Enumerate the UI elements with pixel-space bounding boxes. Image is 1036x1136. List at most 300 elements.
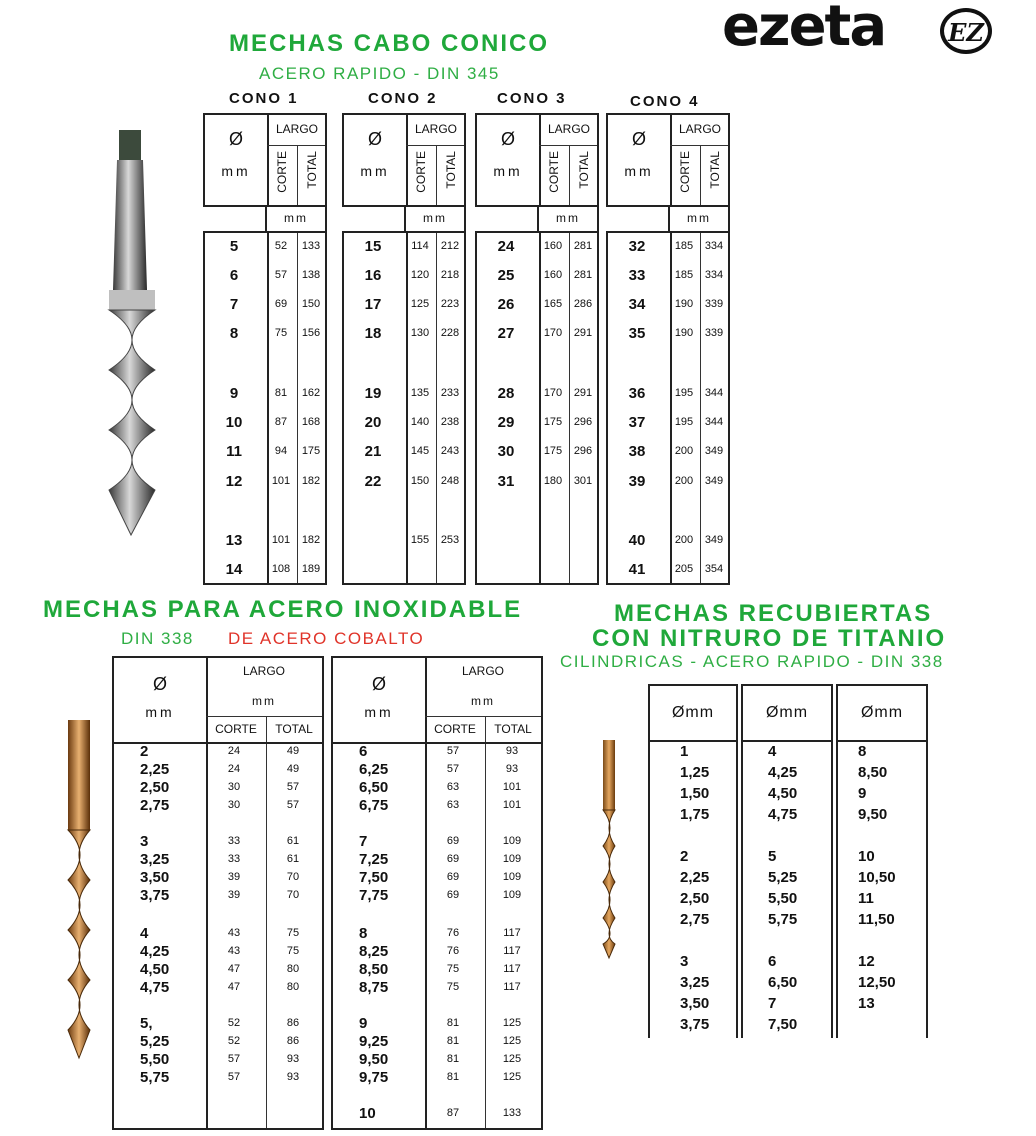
cono-diameter: 28 [497,385,515,402]
cono-diameter: 6 [229,267,239,284]
titanio-diameter: 7,50 [768,1016,798,1033]
inox-total: 109 [502,871,522,883]
inox-total: 125 [502,1035,522,1047]
cono-corte: 175 [543,416,563,428]
inox-diameter: 5,25 [140,1033,170,1050]
cono-corte: 101 [271,475,291,487]
corte-label: CORTE [275,151,289,193]
cono-corte: 69 [274,298,288,310]
titanio-diameter: 4,75 [768,806,798,823]
cono-total: 349 [704,445,724,457]
cono-diameter: 29 [497,414,515,431]
titanio-diameter: 9 [858,785,867,802]
cono-total: 189 [301,563,321,575]
inox-diameter: 9,50 [359,1051,389,1068]
inox-corte: 69 [446,835,460,847]
inox-corte: 81 [446,1053,460,1065]
diameter-symbol: Ø [500,129,515,149]
total-label: TOTAL [305,151,319,189]
inox-corte: 52 [227,1035,241,1047]
cono-label: CONO 2 [368,90,438,107]
inox-total: 80 [286,963,300,975]
inox-diameter: 4 [140,925,149,942]
inox-diameter: 3,50 [140,869,170,886]
cono-total: 349 [704,475,724,487]
cono-corte: 108 [271,563,291,575]
cono-total: 182 [301,475,321,487]
inox-diameter: 9,25 [359,1033,389,1050]
cono-diameter: 33 [628,267,646,284]
inox-total: 75 [286,945,300,957]
cono-diameter: 27 [497,325,515,342]
titanio-diameter: 5,75 [768,911,798,928]
cono-label: CONO 4 [630,93,700,110]
corte-label: CORTE [215,722,257,736]
titanio-diameter: 8 [858,743,867,760]
cono-total: 168 [301,416,321,428]
inox-diameter: 8,25 [359,943,389,960]
titanio-diameter: 11,50 [858,911,895,928]
cono-corte: 200 [674,475,694,487]
inox-total: 49 [286,763,300,775]
cono-total: 334 [704,269,724,281]
titanio-diameter: 9,50 [858,806,888,823]
total-label: TOTAL [275,722,313,736]
inox-diameter: 5,50 [140,1051,170,1068]
cono-corte: 101 [271,534,291,546]
inox-total: 75 [286,927,300,939]
cono-corte: 190 [674,298,694,310]
titanio-diameter: 12,50 [858,974,896,991]
cono-total: 133 [301,240,321,252]
inox-din: DIN 338 [121,629,194,648]
cono-body [475,231,599,585]
inox-diameter: 7,50 [359,869,389,886]
inox-diameter: 6,25 [359,761,389,778]
inox-corte: 63 [446,781,460,793]
cono-diameter: 14 [225,561,243,578]
total-label: TOTAL [577,151,591,189]
cono-diameter: 11 [226,443,242,460]
titanio-diameter: 1,50 [680,785,710,802]
cono-corte: 165 [543,298,563,310]
cono-total: 182 [301,534,321,546]
cono-diameter: 15 [364,238,382,255]
cono-total: 334 [704,240,724,252]
cono-diameter: 39 [628,473,646,490]
unit-label: mm [252,694,276,708]
inox-diameter: 5, [140,1015,153,1032]
titanio-diameter: 1,25 [680,764,710,781]
cono-diameter: 40 [628,532,646,549]
inox-total: 86 [286,1017,300,1029]
inox-diameter: 3,25 [140,851,170,868]
cono-corte: 75 [274,327,288,339]
cono-total: 344 [704,387,724,399]
unit-row [404,205,466,233]
titanio-diameter: 10 [858,848,875,865]
inox-corte: 30 [227,799,241,811]
titanio-diameter: 2,50 [680,890,710,907]
titanio-diameter: 13 [858,995,875,1012]
cono-diameter: 24 [497,238,515,255]
inox-diameter: 8,75 [359,979,389,996]
cono-corte: 200 [674,445,694,457]
cono-total: 233 [440,387,460,399]
cono-total: 339 [704,298,724,310]
cono-corte: 52 [274,240,288,252]
inox-corte: 87 [446,1107,460,1119]
inox-corte: 39 [227,889,241,901]
cono-diameter: 9 [229,385,239,402]
diameter-symbol: Ø [152,674,167,694]
cono-diameter: 12 [225,473,243,490]
largo-label: LARGO [242,664,285,678]
inox-total: 93 [286,1071,300,1083]
cono-diameter: 20 [364,414,382,431]
cono-corte: 130 [410,327,430,339]
inox-diameter: 4,50 [140,961,170,978]
cono-total: 253 [440,534,460,546]
titanio-diameter: 1 [680,743,689,760]
cono-diameter: 19 [364,385,382,402]
total-label: TOTAL [494,722,532,736]
inox-diameter: 2,25 [140,761,170,778]
cono-diameter: 5 [229,238,239,255]
cono-header [203,113,327,207]
titanio-diameter: 12 [858,953,875,970]
cono-corte: 185 [674,269,694,281]
inox-diameter: 2,50 [140,779,170,796]
cono-total: 228 [440,327,460,339]
cono-corte: 185 [674,240,694,252]
diameter-unit: mm [360,163,390,179]
titanio-title-2: CON NITRURO DE TITANIO [592,625,947,652]
cono-total: 175 [301,445,321,457]
cono-total: 162 [301,387,321,399]
cono-total: 339 [704,327,724,339]
cono-diameter: 17 [364,296,382,313]
inox-total: 117 [503,981,521,993]
cono-total: 243 [440,445,460,457]
titanio-header [836,684,928,742]
titanio-diameter: 11 [858,890,874,907]
diameter-unit: mm [364,704,394,720]
cono-diameter: 16 [364,267,382,284]
inox-corte: 24 [227,763,241,775]
inox-corte: 52 [227,1017,241,1029]
titanio-diameter: 7 [768,995,777,1012]
unit-label: mm [284,211,308,225]
inox-diameter: 6 [359,743,368,760]
inox-header [331,656,543,744]
cono-diameter: 32 [628,238,646,255]
diameter-unit: mm [624,163,654,179]
corte-label: CORTE [434,722,476,736]
total-label: TOTAL [708,151,722,189]
inox-corte: 69 [446,871,460,883]
cono-total: 344 [704,416,724,428]
titanio-diameter: 4,50 [768,785,798,802]
cono-total: 238 [440,416,460,428]
inox-total: 61 [286,835,300,847]
inox-diameter: 3 [140,833,149,850]
inox-total: 70 [286,889,300,901]
brand-badge: EZ [940,8,992,54]
cono-diameter: 41 [628,561,646,578]
inox-corte: 30 [227,781,241,793]
cono-total: 281 [573,240,593,252]
inox-subtitle: DE ACERO COBALTO [228,629,425,648]
inox-total: 93 [286,1053,300,1065]
diameter-symbol: Ø [631,129,646,149]
cono-total: 212 [440,240,460,252]
diameter-unit: mm [493,163,523,179]
cono-corte: 150 [410,475,430,487]
inox-total: 57 [286,781,300,793]
titanium-drill-image [598,740,622,960]
cono-total: 218 [440,269,460,281]
cono-diameter: 26 [497,296,515,313]
cono-diameter: 25 [497,267,515,284]
largo-label: LARGO [461,664,504,678]
cono-total: 354 [704,563,724,575]
inox-corte: 76 [446,945,460,957]
cono-label: CONO 1 [229,90,299,107]
inox-total: 86 [286,1035,300,1047]
cono-header [475,113,599,207]
cono-corte: 145 [410,445,430,457]
inox-total: 61 [286,853,300,865]
cono-diameter: 34 [628,296,646,313]
cabo-subtitle: ACERO RAPIDO - DIN 345 [259,64,500,83]
total-label: TOTAL [444,151,458,189]
inox-corte: 81 [446,1071,460,1083]
diameter-unit: mm [145,704,175,720]
cono-diameter: 38 [628,443,646,460]
inox-corte: 57 [446,745,460,757]
unit-label: mm [687,211,711,225]
inox-diameter: 6,50 [359,779,389,796]
largo-label: LARGO [414,122,457,136]
titanio-body [836,740,928,1038]
inox-total: 125 [502,1053,522,1065]
titanio-diameter: 5,50 [768,890,798,907]
inox-corte: 81 [446,1035,460,1047]
unit-row [668,205,730,233]
largo-label: LARGO [678,122,721,136]
cono-diameter: 8 [229,325,239,342]
cono-diameter: 35 [628,325,646,342]
inox-diameter: 8 [359,925,368,942]
corte-label: CORTE [414,151,428,193]
cono-diameter: 37 [628,414,646,431]
inox-total: 109 [502,835,522,847]
titanio-diameter: 3,25 [680,974,710,991]
brand-logo: ezeta [722,0,886,59]
inox-corte: 75 [446,981,460,993]
inox-total: 125 [502,1071,522,1083]
inox-total: 125 [502,1017,522,1029]
cono-corte: 135 [410,387,430,399]
diameter-symbol: Ø [228,129,243,149]
unit-label: mm [471,694,495,708]
cono-total: 286 [573,298,593,310]
cono-corte: 57 [274,269,288,281]
cono-corte: 205 [674,563,694,575]
corte-label: CORTE [678,151,692,193]
cono-corte: 114 [411,240,429,252]
inox-diameter: 10 [359,1105,376,1122]
cono-corte: 155 [410,534,430,546]
inox-total: 117 [503,963,521,975]
titanio-diameter: 2,75 [680,911,710,928]
inox-total: 101 [502,799,522,811]
cono-diameter: 30 [497,443,515,460]
cono-corte: 175 [543,445,563,457]
inox-title: MECHAS PARA ACERO INOXIDABLE [43,596,523,623]
cono-diameter: 10 [225,414,243,431]
cono-corte: 125 [410,298,430,310]
titanio-diameter: 6,50 [768,974,798,991]
inox-corte: 69 [446,889,460,901]
inox-corte: 76 [446,927,460,939]
titanio-diameter: 6 [768,953,777,970]
titanio-diameter: 5,25 [768,869,798,886]
titanio-diameter: 10,50 [858,869,896,886]
cono-corte: 170 [543,387,563,399]
cono-total: 291 [573,387,593,399]
inox-total: 70 [286,871,300,883]
cobalt-drill-image [60,720,100,1060]
titanio-diameter: 4,25 [768,764,798,781]
inox-corte: 24 [227,745,241,757]
cono-total: 296 [573,416,593,428]
cono-header [606,113,730,207]
titanio-header [648,684,738,742]
inox-corte: 47 [227,981,241,993]
inox-diameter: 9,75 [359,1069,389,1086]
cono-diameter: 7 [229,296,239,313]
corte-label: CORTE [547,151,561,193]
inox-total: 101 [502,781,522,793]
unit-row [265,205,327,233]
unit-row [537,205,599,233]
inox-corte: 81 [446,1017,460,1029]
inox-corte: 43 [227,927,241,939]
cono-diameter: 36 [628,385,646,402]
inox-total: 93 [505,763,519,775]
titanio-header-label: Ømm [860,704,904,721]
inox-total: 57 [286,799,300,811]
inox-total: 117 [503,927,521,939]
cono-total: 156 [301,327,321,339]
titanio-diameter: 3,50 [680,995,710,1012]
cabo-title: MECHAS CABO CONICO [229,30,550,57]
cono-corte: 195 [674,416,694,428]
inox-corte: 57 [227,1071,241,1083]
inox-corte: 33 [227,853,241,865]
inox-diameter: 2,75 [140,797,170,814]
unit-label: mm [556,211,580,225]
inox-corte: 39 [227,871,241,883]
cono-corte: 94 [274,445,288,457]
cono-diameter: 18 [364,325,382,342]
titanio-subtitle: CILINDRICAS - ACERO RAPIDO - DIN 338 [560,652,944,671]
cono-total: 150 [301,298,321,310]
cono-corte: 160 [543,269,563,281]
inox-diameter: 8,50 [359,961,389,978]
inox-total: 109 [502,889,522,901]
cono-corte: 170 [543,327,563,339]
cono-corte: 120 [410,269,430,281]
largo-label: LARGO [547,122,590,136]
inox-corte: 43 [227,945,241,957]
cono-diameter: 22 [364,473,382,490]
inox-corte: 57 [446,763,460,775]
cono-corte: 140 [410,416,430,428]
inox-diameter: 4,75 [140,979,170,996]
inox-diameter: 6,75 [359,797,389,814]
cono-header [342,113,466,207]
titanio-diameter: 2,25 [680,869,710,886]
titanio-diameter: 2 [680,848,689,865]
cono-total: 223 [440,298,460,310]
inox-total: 93 [505,745,519,757]
taper-drill-image [95,130,175,540]
diameter-symbol: Ø [371,674,386,694]
cono-diameter: 31 [497,473,515,490]
inox-diameter: 2 [140,743,149,760]
titanio-diameter: 4 [768,743,777,760]
inox-corte: 47 [227,963,241,975]
cono-label: CONO 3 [497,90,567,107]
cono-corte: 81 [274,387,288,399]
cono-diameter: 21 [364,443,382,460]
inox-diameter: 7 [359,833,368,850]
inox-total: 49 [286,745,300,757]
cono-corte: 180 [543,475,563,487]
cono-diameter: 13 [225,532,243,549]
inox-corte: 57 [227,1053,241,1065]
titanio-header-label: Ømm [671,704,715,721]
titanio-diameter: 3,75 [680,1016,710,1033]
inox-corte: 63 [446,799,460,811]
inox-total: 109 [502,853,522,865]
cono-corte: 200 [674,534,694,546]
largo-label: LARGO [275,122,318,136]
diameter-unit: mm [221,163,251,179]
cono-total: 349 [704,534,724,546]
inox-total: 133 [502,1107,522,1119]
titanio-diameter: 5 [768,848,777,865]
cono-corte: 160 [543,240,563,252]
titanio-diameter: 8,50 [858,764,888,781]
inox-header [112,656,324,744]
cono-total: 296 [573,445,593,457]
cono-total: 301 [573,475,593,487]
cono-total: 248 [440,475,460,487]
inox-diameter: 9 [359,1015,368,1032]
cono-corte: 87 [274,416,288,428]
titanio-diameter: 3 [680,953,689,970]
inox-diameter: 5,75 [140,1069,170,1086]
inox-corte: 75 [446,963,460,975]
titanio-diameter: 1,75 [680,806,710,823]
inox-diameter: 4,25 [140,943,170,960]
cono-corte: 190 [674,327,694,339]
diameter-symbol: Ø [367,129,382,149]
